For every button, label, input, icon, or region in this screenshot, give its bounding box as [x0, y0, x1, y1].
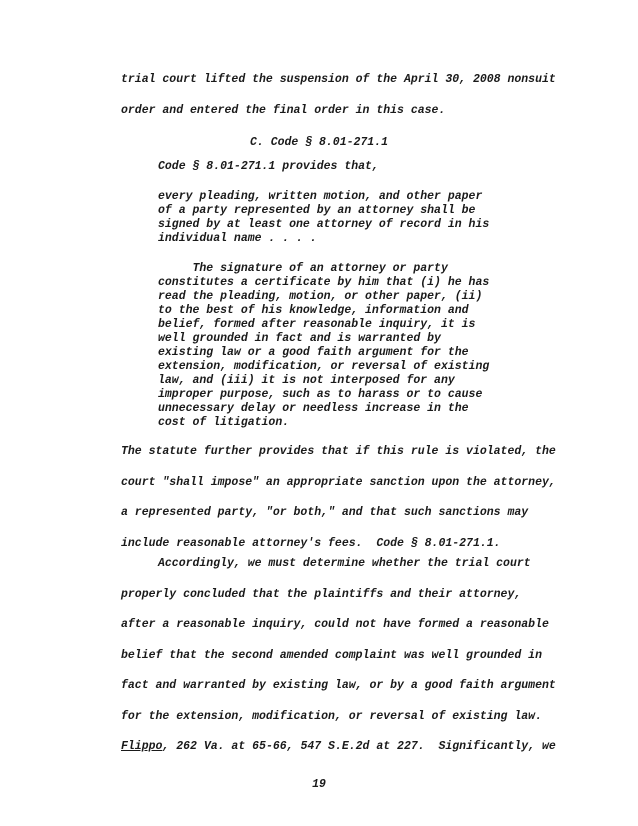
paragraph-line: include reasonable attorney's fees. Code § 8.01-271.1.	[121, 537, 501, 550]
paragraph-line: after a reasonable inquiry, could not have formed a reasonable	[121, 618, 549, 631]
paragraph-first-line: Accordingly, we must determine whether the trial court	[158, 557, 531, 570]
block-quote-line: extension, modification, or reversal of existing	[158, 360, 490, 373]
paragraph-line: belief that the second amended complaint was well grounded in	[121, 649, 542, 662]
block-quote-line: law, and (iii) it is not interposed for any	[158, 374, 455, 387]
block-quote-line: cost of litigation.	[158, 416, 290, 429]
block-quote-line: individual name . . . .	[158, 232, 317, 245]
paragraph-line: properly concluded that the plaintiffs and their attorney,	[121, 588, 522, 601]
intro-line: Code § 8.01-271.1 provides that,	[158, 160, 379, 173]
block-quote-line: The signature of an attorney or party	[158, 262, 448, 275]
block-quote-line: existing law or a good faith argument for the	[158, 346, 469, 359]
block-quote-line: improper purpose, such as to harass or to cause	[158, 388, 483, 401]
page-number: 19	[312, 778, 326, 791]
paragraph-line: court "shall impose" an appropriate sanction upon the attorney,	[121, 476, 556, 489]
block-quote-line: constitutes a certificate by him that (i) he has	[158, 276, 490, 289]
block-quote-line: signed by at least one attorney of record in his	[158, 218, 490, 231]
paragraph-line: a represented party, "or both," and that such sanctions may	[121, 506, 529, 519]
block-quote-line: read the pleading, motion, or other paper, (ii)	[158, 290, 483, 303]
case-citation: Flippo	[121, 740, 163, 753]
paragraph-line: trial court lifted the suspension of the April 30, 2008 nonsuit	[121, 73, 556, 86]
section-heading: C. Code § 8.01-271.1	[249, 136, 389, 149]
block-quote-line: of a party represented by an attorney shall be	[158, 204, 476, 217]
block-quote-line: well grounded in fact and is warranted by	[158, 332, 441, 345]
citation-line	[121, 740, 556, 754]
block-quote-line: unnecessary delay or needless increase in the	[158, 402, 469, 415]
block-quote-line: every pleading, written motion, and other paper	[158, 190, 483, 203]
paragraph-line: The statute further provides that if this rule is violated, the	[121, 445, 556, 458]
paragraph-line: for the extension, modification, or reversal of existing law.	[121, 710, 542, 723]
block-quote-line: to the best of his knowledge, information and	[158, 304, 469, 317]
paragraph-line: fact and warranted by existing law, or by a good faith argument	[121, 679, 556, 692]
block-quote-line: belief, formed after reasonable inquiry, it is	[158, 318, 476, 331]
paragraph-line: order and entered the final order in this case.	[121, 104, 446, 117]
citation-text: , 262 Va. at 65-66, 547 S.E.2d at 227. Significantly, we	[162, 740, 556, 753]
